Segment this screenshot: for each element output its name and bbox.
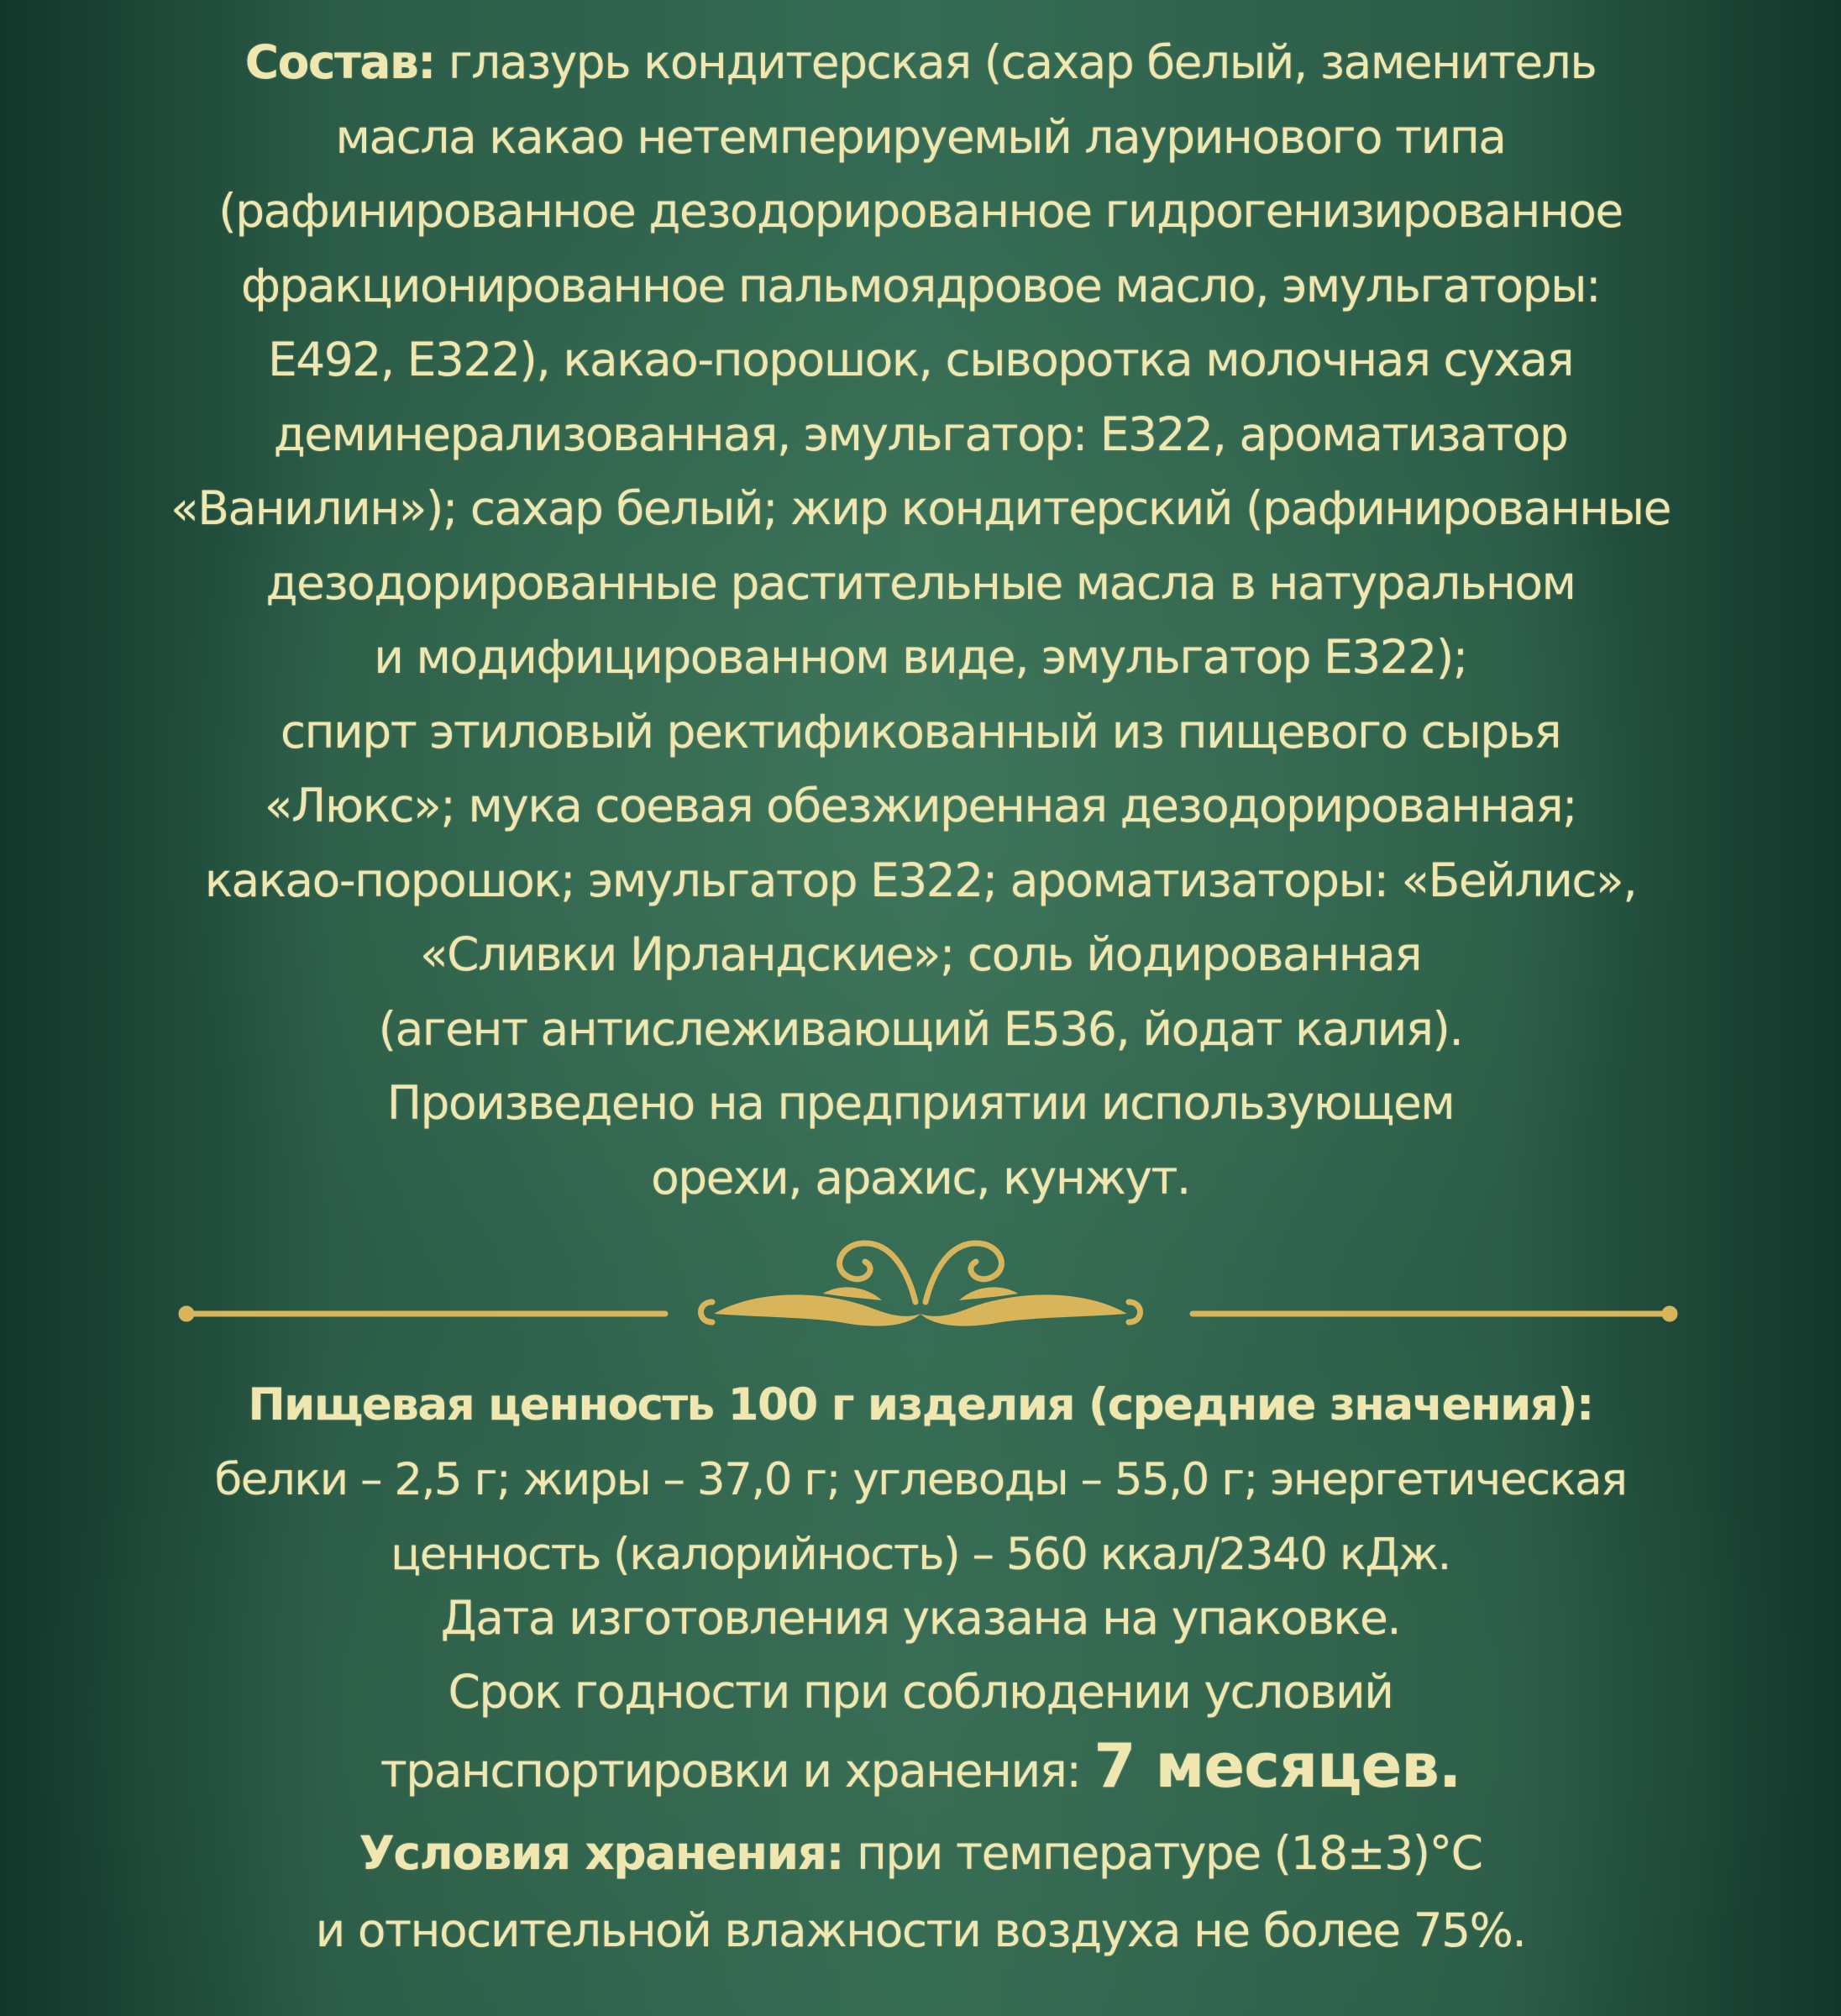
composition-line: (рафинированное дезодорированное гидрогенизированное [218, 184, 1623, 238]
storage-line-1 [0, 1814, 1841, 1892]
composition-line: «Ванилин»); сахар белый; жир кондитерский (рафинированные [170, 481, 1671, 535]
manufacturing-note-line: орехи, арахис, кунжут. [651, 1150, 1190, 1205]
nutrition-section [0, 1368, 1841, 1592]
composition-line: «Люкс»; мука соевая обезжиренная дезодорированная; [264, 779, 1577, 832]
composition-line-1 [0, 25, 1841, 100]
storage-temperature: при температуре (18±3)°С [856, 1826, 1482, 1880]
composition-line: деминерализованная, эмульгатор: Е322, ароматизатор [273, 407, 1568, 461]
composition-line: спирт этиловый ректификованный из пищевого сырья [280, 704, 1561, 759]
composition-text: глазурь кондитерская (сахар белый, заменитель [448, 35, 1597, 89]
energy-value: ценность (калорийность) – 560 ккал/2340 кДж. [391, 1529, 1450, 1580]
nutrition-heading: Пищевая ценность 100 г изделия (средние значения): [248, 1379, 1593, 1431]
composition-line: какао-порошок; эмульгатор Е322; ароматизаторы: «Бейлис», [204, 853, 1637, 907]
storage-section [0, 1814, 1841, 1969]
composition-line: Е492, Е322), какао-порошок, сыворотка молочная сухая [267, 333, 1574, 386]
composition-line: масла какао нетемперируемый лауринового типа [335, 109, 1506, 164]
nutrition-values: белки – 2,5 г; жиры – 37,0 г; углеводы – 55,0 г; энергетическая [214, 1454, 1627, 1505]
storage-heading: Условия хранения: [359, 1826, 843, 1880]
composition-section [0, 25, 1841, 1215]
shelf-life-prefix: транспортировки и хранения: [380, 1744, 1081, 1798]
composition-line: и модифицированном виде, эмульгатор Е322); [374, 630, 1467, 684]
manufacture-date-note: Дата изготовления указана на упаковке. [440, 1591, 1401, 1645]
shelf-life-line [0, 1729, 1841, 1808]
shelf-life-value: 7 месяцев. [1094, 1730, 1461, 1801]
storage-humidity: и относительной влажности воздуха не более 75%. [315, 1903, 1526, 1957]
composition-line: (агент антислеживающий Е536, йодат калия). [378, 1001, 1463, 1056]
shelf-life-section [0, 1581, 1841, 1808]
composition-heading: Состав: [244, 35, 435, 89]
composition-line: «Сливки Ирландские»; соль йодированная [420, 927, 1421, 981]
composition-line: фракционированное пальмоядровое масло, эмульгаторы: [240, 258, 1601, 312]
shelf-life-condition: Срок годности при соблюдении условий [448, 1665, 1393, 1719]
manufacturing-note-line: Произведено на предприятии использующем [386, 1076, 1455, 1130]
composition-line: дезодорированные растительные масла в натуральном [265, 555, 1576, 610]
gold-scroll-ornament-icon [0, 1210, 1841, 1344]
